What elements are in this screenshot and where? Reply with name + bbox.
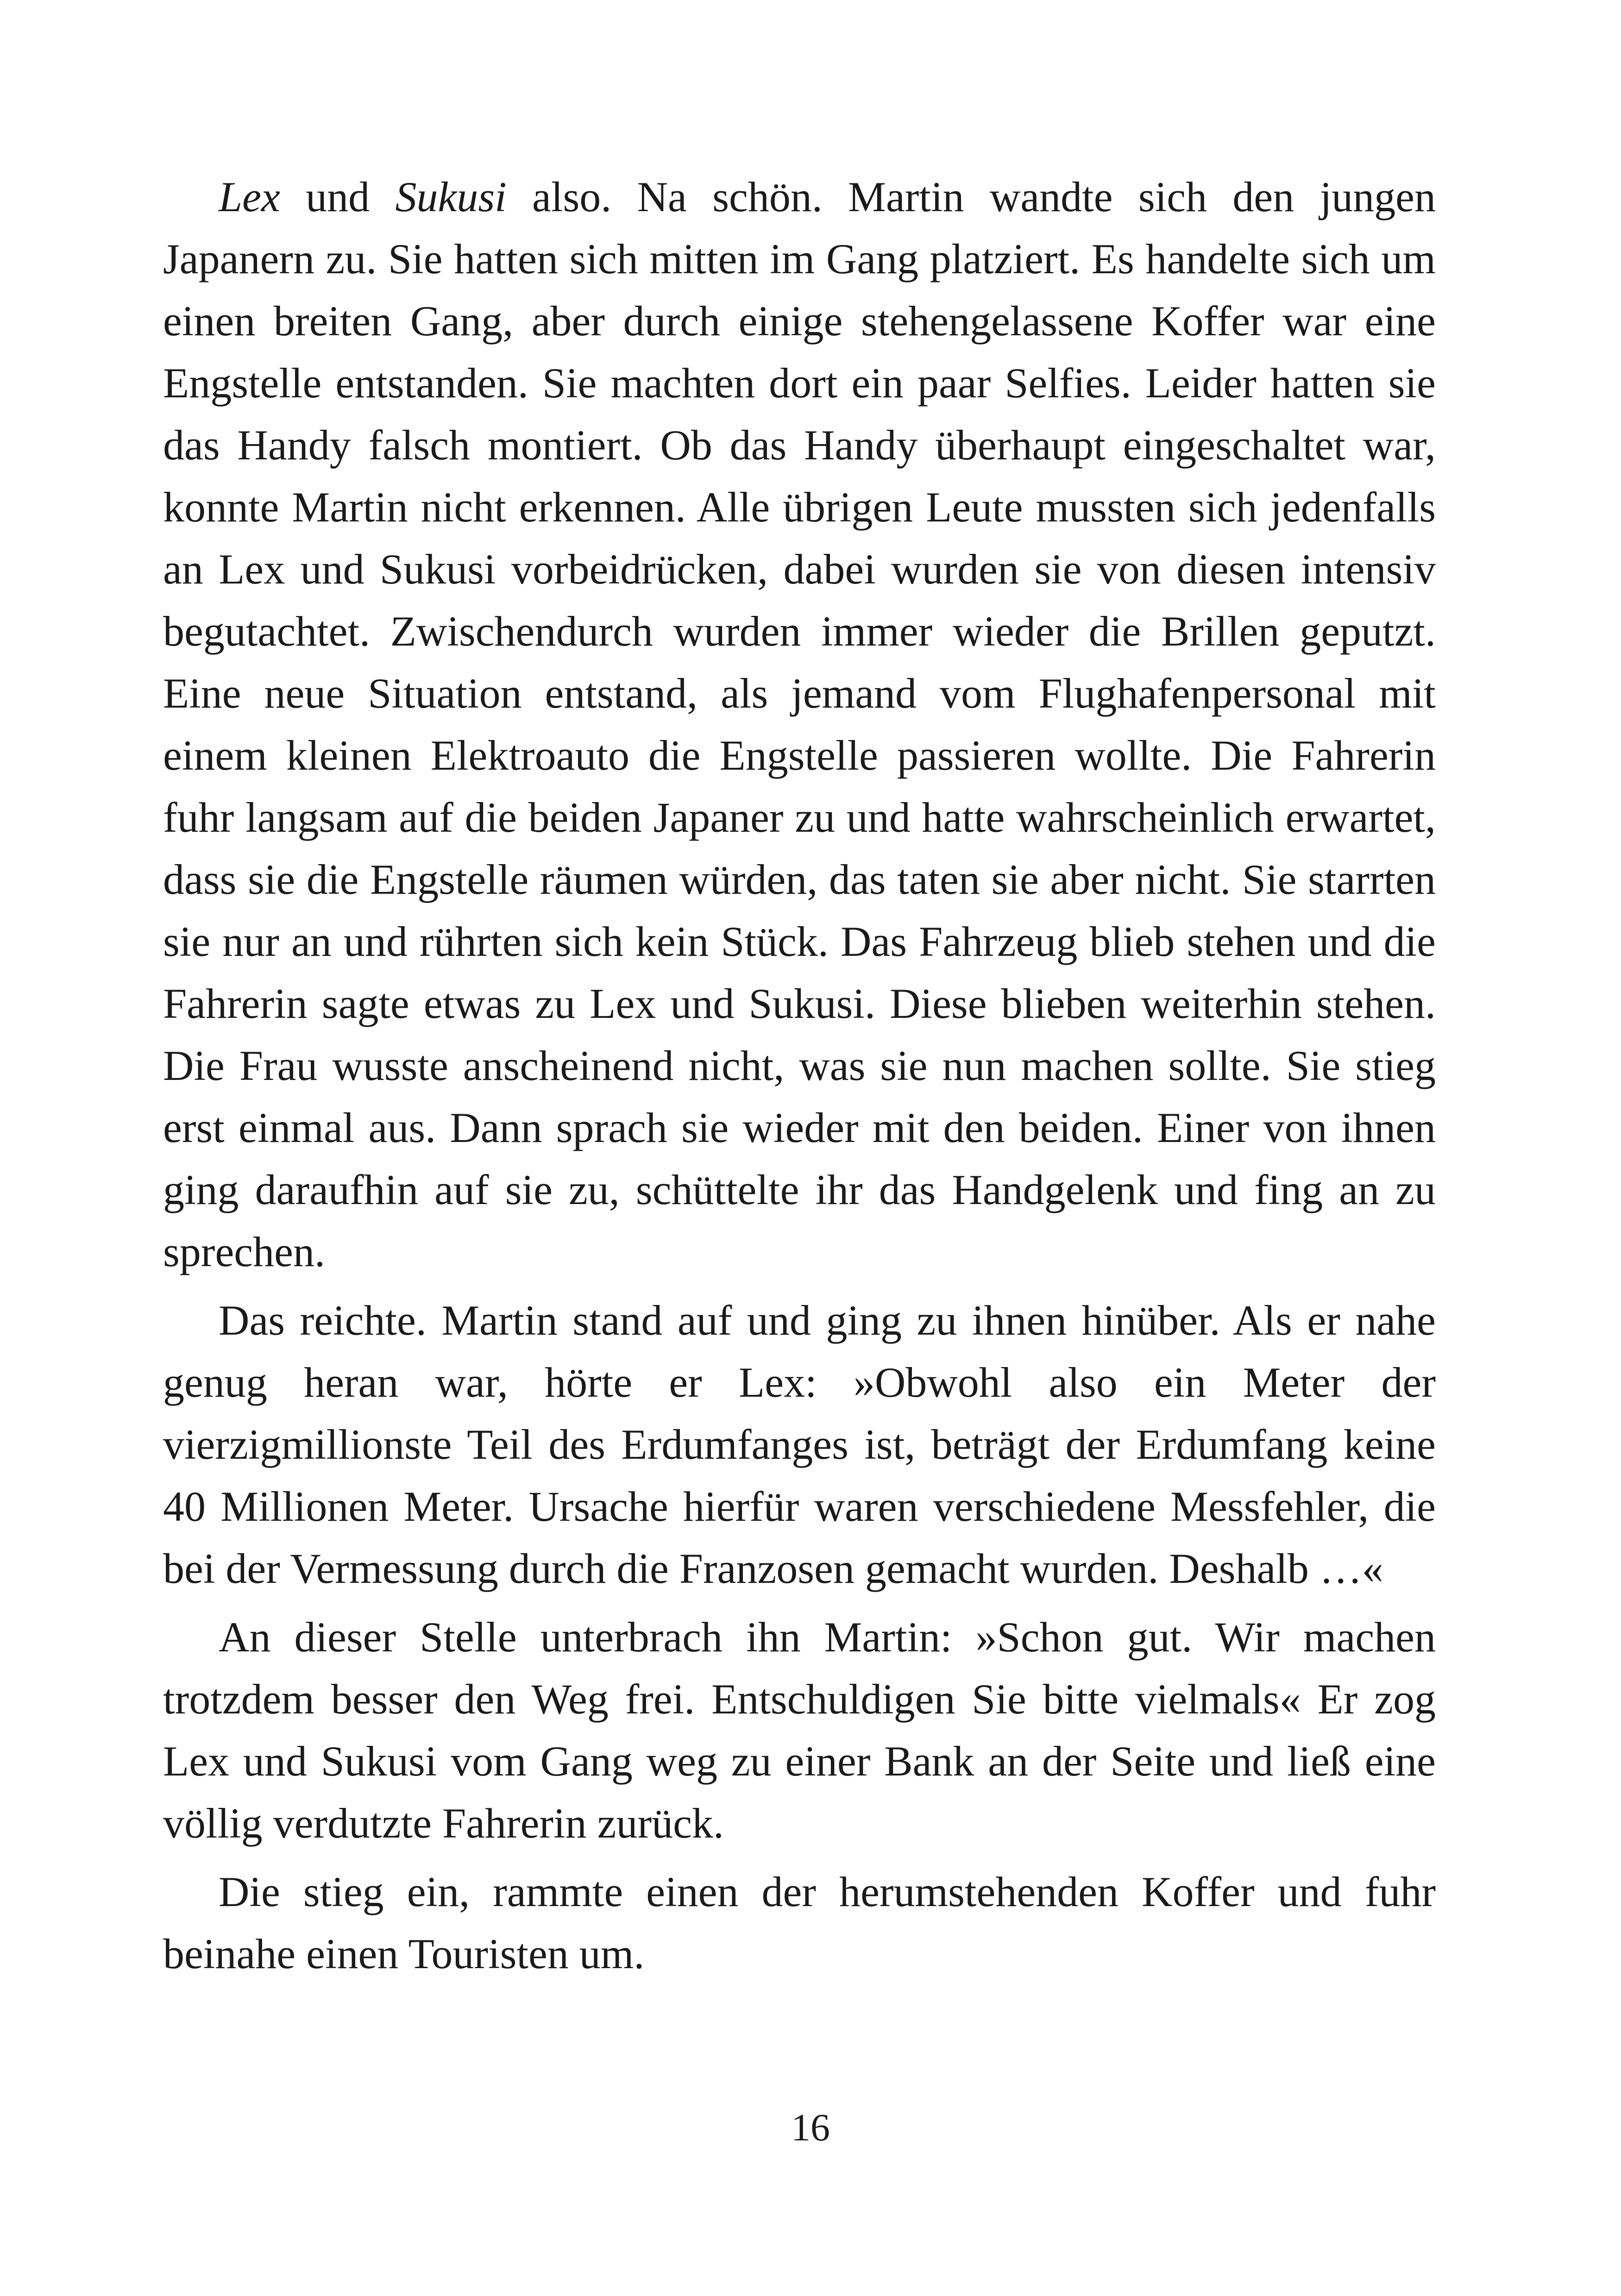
page-number: 16 (791, 2106, 830, 2149)
paragraph-1 (163, 166, 1436, 1283)
paragraph-4: Die stieg ein, rammte einen der herumstehenden Koffer und fuhr beinahe einen Touristen um. (163, 1868, 1436, 1977)
paragraph-2: Das reichte. Martin stand auf und ging zu ihnen hinüber. Als er nahe genug heran war, hörte er Lex: »Obwohl also ein Meter der vierzigmillionste Teil des Erdumfanges ist, beträgt der Erdumfang keine 40 Millionen Meter. Ursache hierfür waren verschiedene Messfehler, die bei der Vermessung durch die Franzosen gemacht wurden. Deshalb …« (163, 1297, 1436, 1592)
italic-name-lex: Lex (219, 173, 280, 220)
connector-text: und (280, 173, 396, 220)
paragraph-3: An dieser Stelle unterbrach ihn Martin: »Schon gut. Wir machen trotzdem besser den Weg frei. Entschuldigen Sie bitte vielmals« Er zog Lex und Sukusi vom Gang weg zu einer Bank an der Seite und ließ eine völlig verdutzte Fahrerin zurück. (163, 1613, 1436, 1847)
body-text (163, 166, 1436, 1985)
paragraph-1-text: also. Na schön. Martin wandte sich den jungen Japanern zu. Sie hatten sich mitten im Gang platziert. Es handelte sich um einen breiten Gang, aber durch einige stehengelassene Koffer war eine Engstelle entstanden. Sie machten dort ein paar Selfies. Leider hatten sie das Handy falsch montiert. Ob das Handy überhaupt eingeschaltet war, konnte Martin nicht erkennen. Alle übrigen Leute mussten sich jedenfalls an Lex und Sukusi vorbeidrücken, dabei wurden sie von diesen intensiv begutachtet. Zwischendurch wurden immer wieder die Brillen geputzt. Eine neue Situation entstand, als jemand vom Flughafenpersonal mit einem kleinen Elektroauto die Engstelle passieren wollte. Die Fahrerin fuhr langsam auf die beiden Japaner zu und hatte wahrscheinlich erwartet, dass sie die Engstelle räumen würden, das taten sie aber nicht. Sie starrten sie nur an und rührten sich kein Stück. Das Fahrzeug blieb stehen und die Fahrerin sagte etwas zu Lex und Sukusi. Diese blieben weiterhin stehen. Die Frau wusste anscheinend nicht, was sie nun machen sollte. Sie stieg erst einmal aus. Dann sprach sie wieder mit den beiden. Einer von ihnen ging daraufhin auf sie zu, schüttelte ihr das Handgelenk und fing an zu sprechen. (163, 173, 1436, 1275)
italic-name-sukusi: Sukusi (395, 173, 507, 220)
